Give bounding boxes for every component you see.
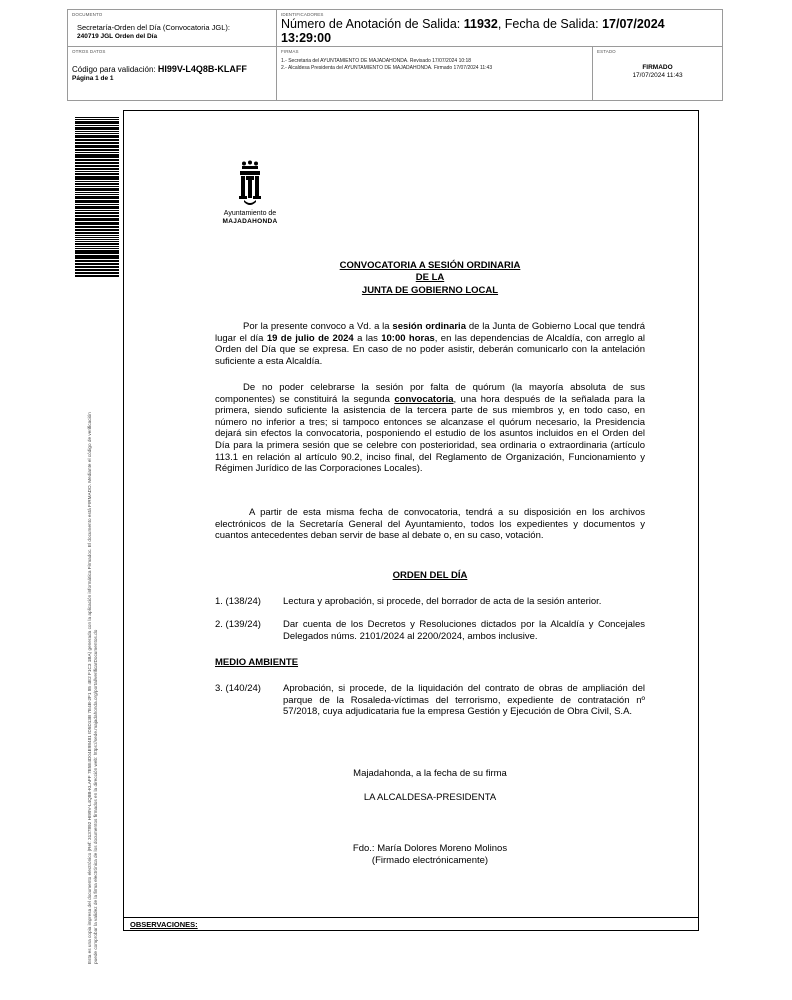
barcode-bar (75, 133, 119, 134)
barcode-bar (75, 139, 119, 141)
documento-cell (68, 10, 277, 47)
barcode-bar (75, 131, 119, 132)
barcode-bar (75, 152, 119, 153)
agenda-item-number: 2. (139/24) (215, 619, 261, 630)
validation-prefix: Código para validación: (72, 65, 158, 74)
p2-text-c: , una hora después de la señalada para la primera, siendo suficiente la asistencia de la tercera parte de sus miembros y, en todo caso, en número no inferior a tres; si tampoco entonces se alcanzase el quórum necesario, la Presidencia dejará sin efectos la convocatoria, posponiendo el estudio de los asuntos incluidos en el Orden del Día para la primera sesión que se celebre con posterioridad, sea ordinaria o extraordinaria (artículo 113.1 en relación al artículo 90.2, inciso final, del Reglamento de Organización, Funcionamiento y Régimen Jurídico de las Corporaciones Locales). (215, 393, 646, 475)
agenda-item-text: Dar cuenta de los Decretos y Resoluciones dictados por la Alcaldía y Concejales Delegados núms. 2101/2024 al 2200/2024, ambos inclusive. (283, 619, 645, 642)
p1-sesion-ordinaria: sesión ordinaria (392, 321, 466, 332)
estado-label: ESTADO (597, 49, 616, 54)
barcode-bar (75, 257, 119, 259)
firmas-label: FIRMAS (281, 49, 299, 54)
barcode-bar (75, 156, 119, 158)
logo-text-ayuntamiento: Ayuntamiento de (223, 210, 277, 217)
registry-identifier (281, 17, 711, 45)
p1-text-a: Por la presente convoco a Vd. a la (243, 321, 393, 332)
p3-text: A partir de esta misma fecha de convocatoria, tendrá a su disposición en los archivos electrónicos de la Secretaría General del Ayuntamiento, todos los expedientes y documentos y cuantos antecedentes deban servir de base al debate o, en su caso, votación. (215, 507, 645, 542)
closing-signed-note: (Firmado electrónicamente) (371, 855, 489, 866)
agenda-item-number: 3. (140/24) (215, 683, 261, 694)
barcode-bar (75, 184, 119, 185)
barcode-bar (75, 150, 119, 151)
barcode-bar (75, 210, 119, 211)
barcode-bar (75, 237, 119, 238)
barcode-bar (75, 235, 119, 236)
estado-value: FIRMADO (642, 64, 673, 71)
barcode-bar (75, 165, 119, 167)
barcode-bar (75, 159, 119, 161)
otros-datos-cell (68, 47, 277, 101)
p1-text-g: , en las dependencias de Alcaldía, con arreglo al Orden del Día que se expresa. En caso de no poder asistir, deberán comunicarlo con la antelación suficiente a esta Alcaldía. (215, 332, 645, 367)
ident-mid: , Fecha de Salida: (497, 17, 603, 31)
barcode-bar (75, 128, 119, 130)
firmas-cell (277, 47, 593, 101)
identificadores-label: IDENTIFICADORES (281, 12, 324, 17)
p1-time: 10:00 horas (381, 332, 435, 344)
documento-name: 240719 JGL Orden del Día (77, 33, 158, 40)
barcode-bar (75, 173, 119, 175)
orden-del-dia-title: ORDEN DEL DÍA (392, 570, 468, 581)
barcode-bar (75, 117, 119, 118)
identificadores-cell (277, 10, 722, 47)
barcode-bar (75, 186, 119, 187)
barcode-bar (75, 229, 119, 231)
documento-type: Secretaría-Orden del Día (Convocatoria JGL): (77, 23, 230, 32)
paragraph-quorum (215, 382, 645, 475)
agenda-item-text: Aprobación, si procede, de la liquidación del contrato de obras de ampliación del parque de la Rosaleda-víctimas del terrorismo, expediente de contratación nº 57/2018, cuya adjudicataria fue la empresa Gestión y Ejecución de Obra Civil, S.A. (283, 683, 645, 718)
barcode-bar (75, 119, 119, 120)
agenda-item-text: Lectura y aprobación, si procede, del borrador de acta de la sesión anterior. (283, 596, 602, 607)
ident-time: 13:29:00 (281, 31, 332, 45)
barcode-bar (75, 232, 119, 234)
observaciones-box (123, 917, 699, 931)
barcode-bar (75, 252, 119, 254)
side-text-line2: puede comprobar la validez de la firma electrónica de los documentos firmados en la dirección web: https://sede.majadahonda.org/portal/verificarDocumentos.do (93, 629, 98, 964)
barcode-bar (75, 143, 119, 144)
barcode-bar (75, 212, 119, 214)
barcode-bar (75, 246, 119, 247)
barcode-bar (75, 123, 119, 124)
barcode-bar (75, 194, 119, 195)
title-line3: JUNTA DE GOBIERNO LOCAL (361, 285, 499, 296)
barcode-bar (75, 204, 119, 205)
barcode-bar (75, 224, 119, 225)
estado-cell (593, 47, 722, 101)
ident-date: 17/07/2024 (602, 17, 665, 31)
barcode-bar (75, 189, 119, 191)
estado-date: 17/07/2024 11:43 (632, 72, 683, 79)
barcode-bar (75, 171, 119, 172)
barcode-bar (75, 241, 119, 242)
barcode-bar (75, 269, 119, 271)
barcode-bar (75, 266, 119, 268)
barcode-bar (75, 163, 119, 164)
barcode-bar (75, 226, 119, 228)
barcode-bar (75, 201, 119, 203)
page-count: Página 1 de 1 (72, 75, 114, 82)
p1-text-e: a las (353, 332, 382, 344)
p1-date: 19 de julio de 2024 (266, 332, 354, 344)
title-line1: CONVOCATORIA A SESIÓN ORDINARIA (339, 260, 521, 271)
barcode-bar (75, 207, 119, 209)
barcode (75, 117, 119, 277)
section-medio-ambiente: MEDIO AMBIENTE (215, 657, 299, 668)
ident-prefix: Número de Anotación de Salida: (281, 17, 464, 31)
barcode-bar (75, 248, 119, 249)
documento-label: DOCUMENTO (72, 12, 103, 17)
barcode-bar (75, 239, 119, 240)
barcode-bar (75, 243, 119, 245)
barcode-bar (75, 178, 119, 180)
barcode-bar (75, 181, 119, 182)
barcode-bar (75, 197, 119, 199)
barcode-bar (75, 125, 119, 126)
barcode-bar (75, 260, 119, 262)
paragraph-convocation (215, 321, 645, 367)
barcode-bar (75, 192, 119, 193)
validation-value: HI99V-L4Q8B-KLAFF (157, 64, 247, 74)
p2-convocatoria: convocatoria (394, 393, 454, 405)
title-line2: DE LA (415, 272, 445, 283)
side-text-line1: Esta es una copia impresa del documento electrónico (Ref: 3137892 HI99V-L4Q8B-KLAFF 7E5E4D04E98481 ID5D13B 7E4B-2F1 85 4E2 F1C3 1BA) generada con la aplicación informática Firmadoc. El documento está FIRMADO. Mediante el código de verificación (87, 412, 92, 964)
logo-text-majadahonda: MAJADAHONDA (222, 218, 278, 225)
barcode-bar (75, 220, 119, 221)
majadahonda-crest-logo (220, 160, 280, 208)
barcode-bar (75, 215, 119, 217)
paragraph-archives (215, 507, 645, 542)
barcode-bar (75, 146, 119, 148)
p1-text-c: de la Junta de Gobierno Local que tendrá lugar el día (215, 321, 645, 344)
barcode-bar (75, 263, 119, 265)
document-header (67, 9, 723, 101)
closing-role: LA ALCALDESA-PRESIDENTA (363, 792, 497, 803)
otros-label: OTROS DATOS (72, 49, 106, 54)
closing-signer: Fdo.: María Dolores Moreno Molinos (352, 843, 508, 854)
validation-code (72, 64, 247, 74)
agenda-item-number: 1. (138/24) (215, 596, 261, 607)
ident-number: 11932 (463, 17, 498, 31)
p2-text-a: De no poder celebrarse la sesión por falta de quórum (la mayoría absoluta de sus componentes) se constituirá la segunda (215, 382, 645, 405)
barcode-bar (75, 136, 119, 138)
barcode-bar (75, 169, 119, 170)
closing-place: Majadahonda, a la fecha de su firma (353, 768, 507, 779)
firma-2: 2.- Alcaldesa Presidenta del AYUNTAMIENTO DE MAJADAHONDA. Firmado 17/07/2024 11:43 (281, 65, 493, 71)
observaciones-label: OBSERVACIONES: (130, 920, 198, 929)
firma-1: 1.- Secretaria del AYUNTAMIENTO DE MAJADAHONDA. Revisado 17/07/2024 10:18 (281, 58, 472, 64)
